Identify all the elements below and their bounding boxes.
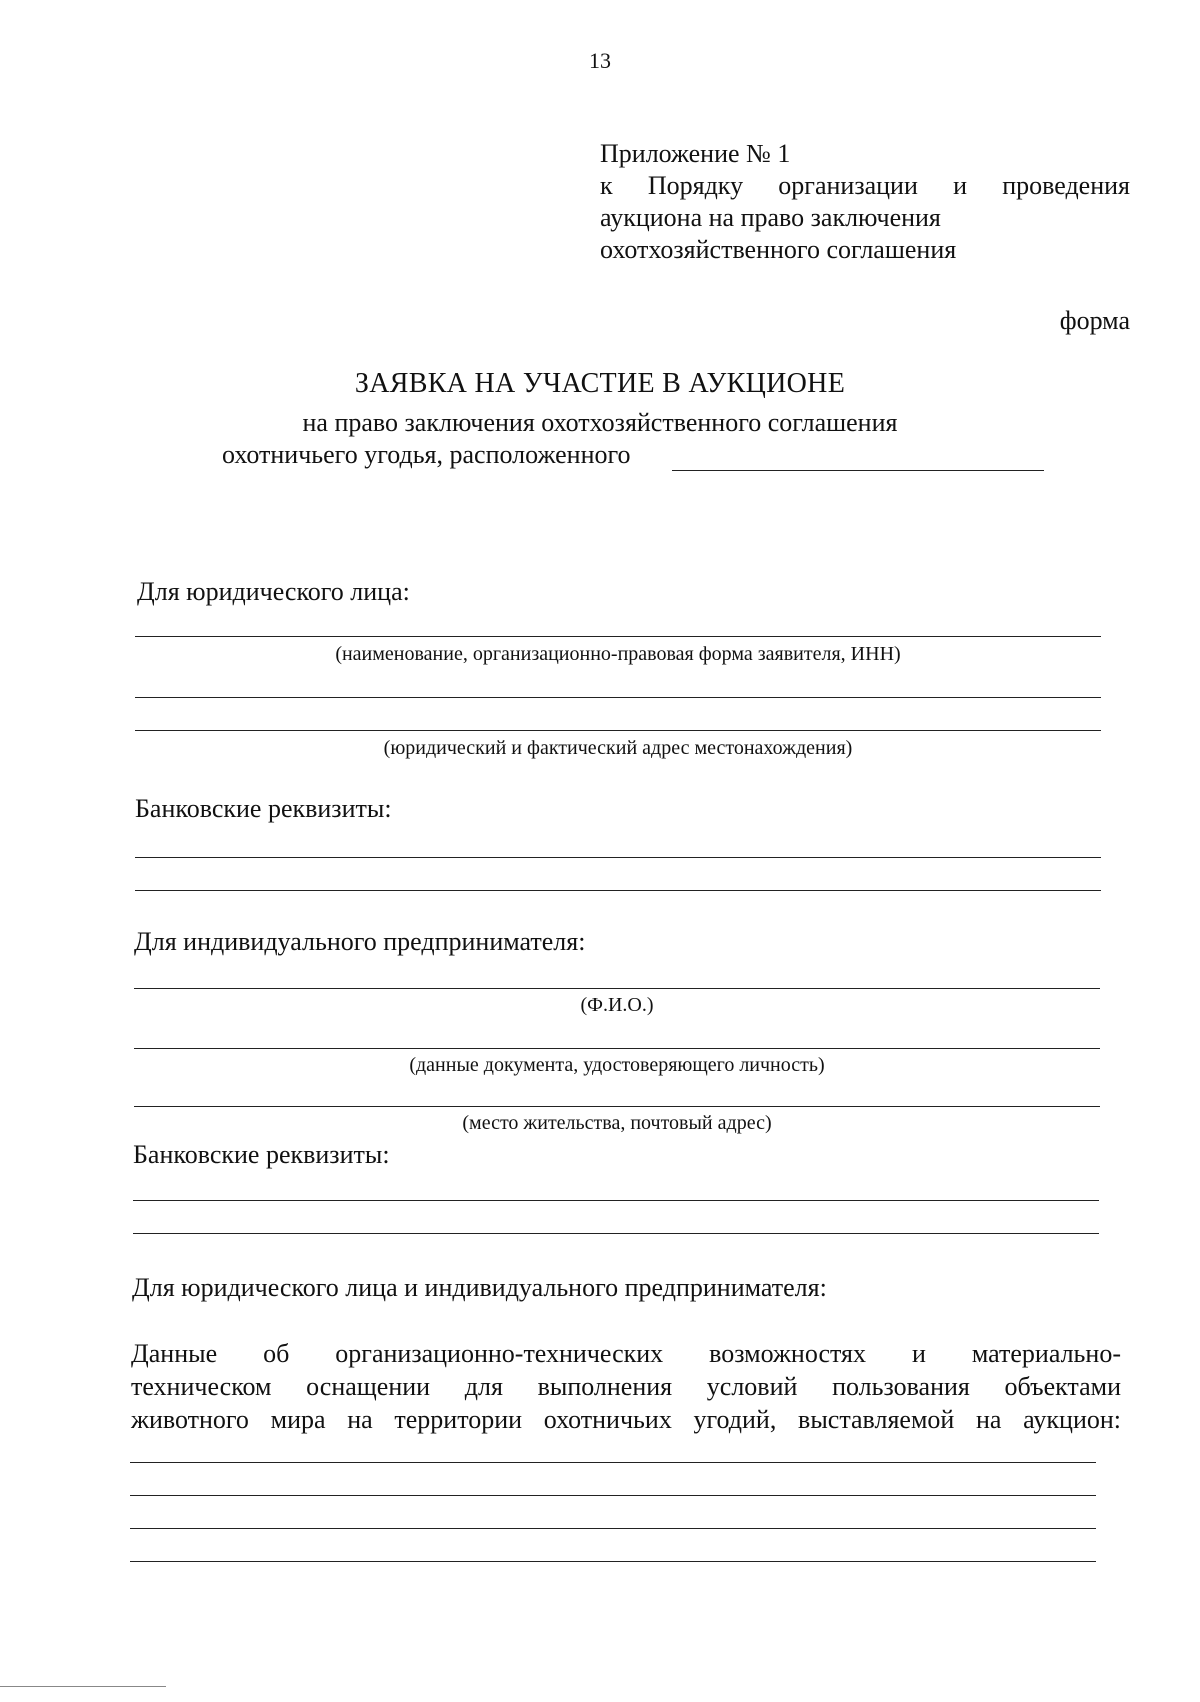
- capabilities-paragraph: [131, 1337, 1121, 1436]
- capabilities-line-2: техническом оснащении для выполнения условий пользования объектами: [131, 1372, 1121, 1401]
- document-fill-line[interactable]: [134, 1048, 1100, 1049]
- legal-name-caption: (наименование, организационно-правовая форма заявителя, ИНН): [335, 643, 901, 665]
- capabilities-line-1: Данные об организационно-технических возможностях и материально-: [131, 1339, 1121, 1368]
- capabilities-fill-line-3[interactable]: [130, 1528, 1096, 1529]
- fio-caption: (Ф.И.О.): [580, 994, 654, 1016]
- entrepreneur-heading: Для индивидуального предпринимателя:: [134, 927, 586, 956]
- legal-address-fill-line-1[interactable]: [135, 697, 1101, 698]
- entrepreneur-bank-fill-line-1[interactable]: [133, 1200, 1099, 1201]
- page-number: 13: [589, 48, 611, 73]
- capabilities-fill-line-1[interactable]: [130, 1462, 1096, 1463]
- appendix-line-1: Приложение № 1: [600, 139, 791, 168]
- document-caption: (данные документа, удостоверяющего личность): [409, 1054, 825, 1076]
- fio-fill-line[interactable]: [134, 988, 1100, 989]
- appendix-block: [600, 138, 1130, 266]
- residence-fill-line[interactable]: [134, 1106, 1100, 1107]
- document-title: ЗАЯВКА НА УЧАСТИЕ В АУКЦИОНЕ: [354, 368, 846, 399]
- appendix-line-4: охотхозяйственного соглашения: [600, 235, 957, 264]
- both-heading: Для юридического лица и индивидуального предпринимателя:: [132, 1273, 827, 1302]
- entrepreneur-bank-fill-line-2[interactable]: [133, 1233, 1099, 1234]
- form-label: форма: [1059, 306, 1130, 335]
- legal-bank-fill-line-2[interactable]: [135, 890, 1101, 891]
- appendix-line-3: аукциона на право заключения: [600, 203, 941, 232]
- legal-address-caption: (юридический и фактический адрес местонахождения): [383, 737, 853, 759]
- legal-address-fill-line-2[interactable]: [135, 730, 1101, 731]
- residence-caption: (место жительства, почтовый адрес): [462, 1112, 772, 1134]
- document-subtitle: на право заключения охотхозяйственного соглашения: [302, 408, 898, 437]
- legal-entity-heading: Для юридического лица:: [137, 577, 410, 606]
- footer-rule: [0, 1686, 166, 1687]
- capabilities-fill-line-2[interactable]: [130, 1495, 1096, 1496]
- capabilities-line-3: животного мира на территории охотничьих угодий, выставляемой на аукцион:: [131, 1405, 1121, 1434]
- legal-bank-fill-line-1[interactable]: [135, 857, 1101, 858]
- legal-name-fill-line[interactable]: [135, 636, 1101, 637]
- appendix-line-2: к Порядку организации и проведения: [600, 171, 1130, 200]
- entrepreneur-bank-heading: Банковские реквизиты:: [133, 1140, 390, 1169]
- location-label: охотничьего угодья, расположенного: [222, 440, 631, 469]
- location-fill-line[interactable]: [672, 470, 1044, 471]
- capabilities-fill-line-4[interactable]: [130, 1561, 1096, 1562]
- legal-bank-heading: Банковские реквизиты:: [135, 794, 392, 823]
